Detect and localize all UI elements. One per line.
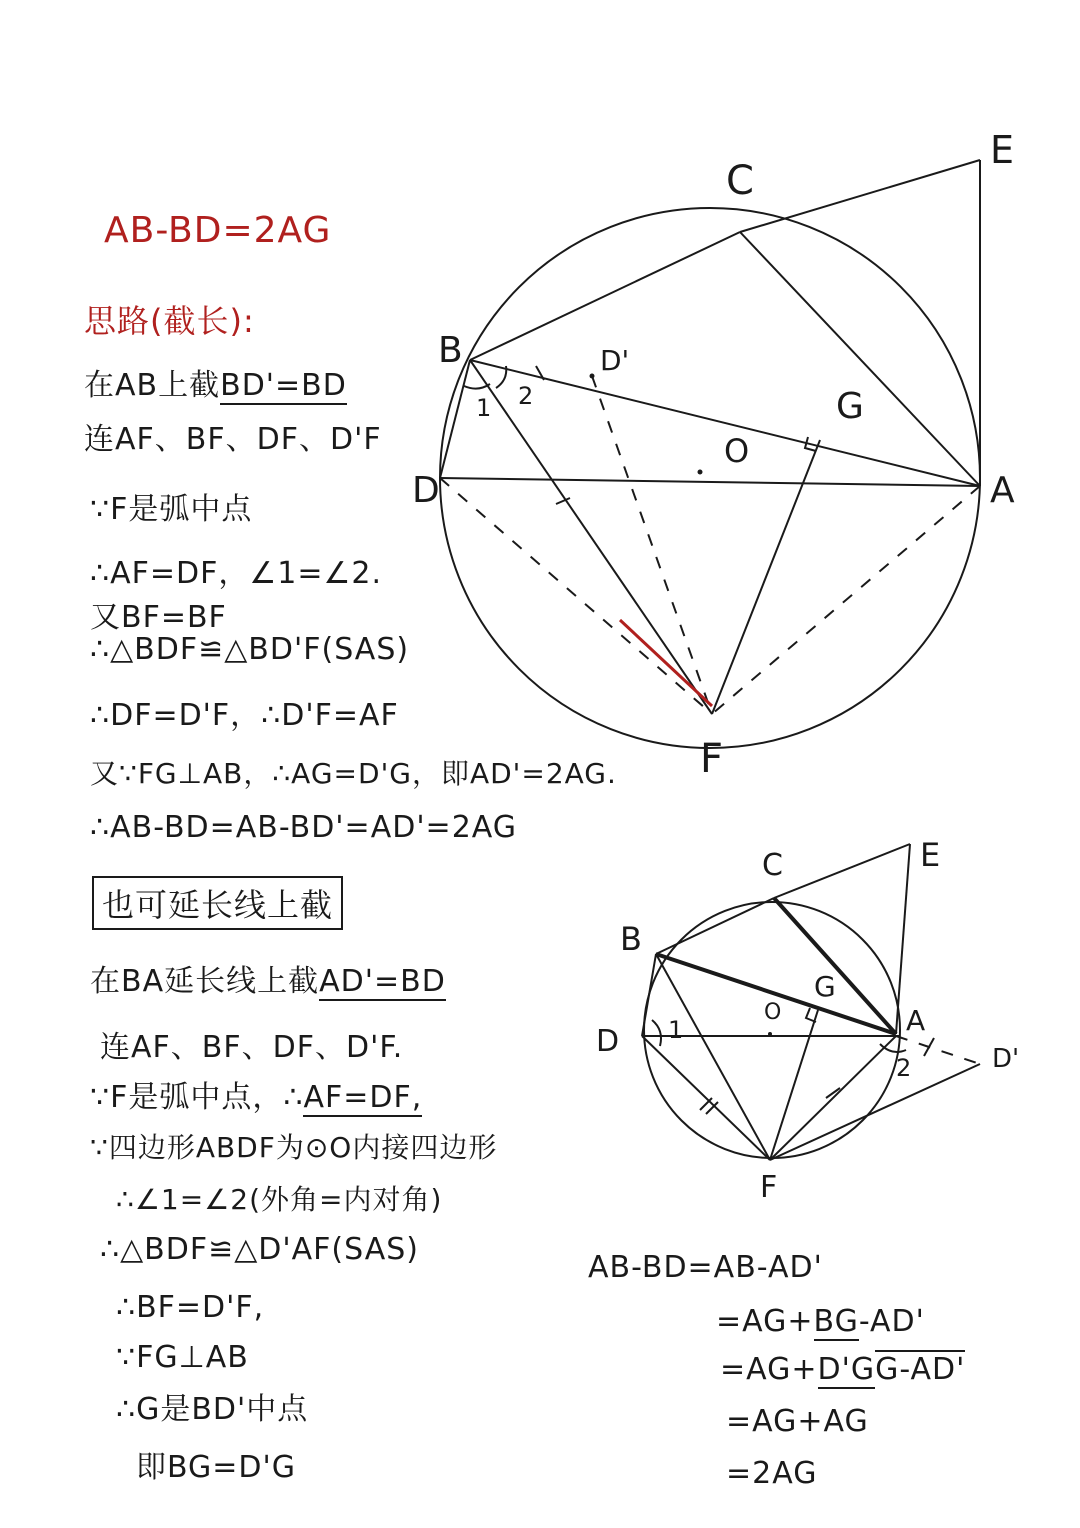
method1-line: ∴AF=DF，∠1=∠2. [90,556,382,591]
method1-line: 又∵FG⊥AB，∴AG=D'G，即AD'=2AG. [90,757,617,790]
fig2-segment-BC [656,898,774,954]
method2-heading: 也可延长线上截 [92,876,343,930]
method1-line: ∴DF=D'F，∴D'F=AF [90,698,399,733]
fig2-label-O: O [764,1000,782,1025]
method2-line: ∵四边形ABDF为⊙O内接四边形 [90,1131,498,1164]
fig2-label-E: E [920,836,941,874]
method2-line-text: 在BA延长线上截 [90,964,320,999]
fig2-label-F: F [760,1170,778,1205]
derivation-line-5: =2AG [726,1456,818,1491]
fig2-label-G: G [814,970,836,1003]
fig2-label-angle2: 2 [896,1054,912,1082]
method2-line [90,956,446,1000]
fig1-label-Dprime: D' [600,344,630,377]
method1-line: 连AF、BF、DF、D'F [84,422,382,457]
method1-line: ∴△BDF≌△BD'F(SAS) [90,632,410,667]
method2-line: 连AF、BF、DF、D'F. [100,1030,404,1065]
fig1-label-D: D [412,470,440,511]
method1-line: 又BF=BF [90,600,227,635]
fig1-label-E: E [990,128,1015,172]
fig1-label-angle1: 1 [476,394,492,422]
fig2-tick-mark-4 [924,1038,934,1056]
fig1-label-B: B [438,330,463,371]
method2-line: ∵FG⊥AB [116,1340,249,1375]
top-note: AB-BD=2AG [104,210,332,251]
fig2-segment-BD [642,954,656,1036]
fig2-segment-CE [774,844,910,898]
derivation-text: =AG+ [716,1304,814,1339]
derivation-line-1: AB-BD=AB-AD' [588,1250,823,1285]
derivation-text: =AG+ [720,1352,818,1387]
derivation-underlined: BG [813,1304,859,1339]
derivation-line-2 [716,1304,925,1339]
fig2-point-O [768,1032,772,1036]
method1-line: ∵F是弧中点 [90,492,253,527]
method2-line: 即BG=D'G [136,1450,297,1485]
method1-line-text: 在AB上截 [84,368,221,403]
fig2-segment-DF [642,1036,770,1160]
fig2-segment-DprimeF [770,1064,980,1160]
method2-line-underlined: AF=DF, [303,1080,423,1115]
method2-line: ∴G是BD'中点 [116,1392,309,1427]
derivation-line-4: =AG+AG [726,1404,869,1439]
method1-line [84,360,347,404]
derivation-text: -AD' [858,1304,925,1339]
method2-line: ∴△BDF≌△D'AF(SAS) [100,1232,420,1267]
derivation-line-3 [720,1352,965,1387]
fig2-angle-arc-2 [880,1044,906,1052]
method1-heading: 思路(截长): [84,302,255,340]
method2-line-underlined: AD'=BD [319,964,446,999]
fig2-angle-arc [652,1020,661,1046]
method2-line [90,1072,422,1116]
fig2-label-Dprime: D' [992,1044,1020,1074]
fig1-label-angle2: 2 [518,382,534,410]
derivation-overlined: G-AD' [875,1352,966,1387]
fig1-label-C: C [726,158,754,204]
fig1-label-A: A [990,470,1015,511]
method2-line-text: ∵F是弧中点，∴ [90,1080,304,1115]
method1-line-underlined: BD'=BD [220,368,347,403]
fig2-label-D: D [596,1024,620,1059]
fig2-label-angle1: 1 [668,1016,684,1044]
fig2-label-B: B [620,920,642,958]
method2-line: ∴BF=D'F, [116,1290,265,1325]
derivation-underlined: D'G [817,1352,876,1387]
method1-line: ∴AB-BD=AB-BD'=AD'=2AG [90,810,518,845]
fig1-label-G: G [836,386,864,427]
fig2-label-A: A [906,1004,926,1037]
fig1-label-O: O [724,432,750,470]
fig2-label-C: C [762,848,783,883]
method2-line: ∴∠1=∠2(外角=内对角) [116,1183,443,1216]
fig1-label-F: F [700,736,724,782]
fig2-tick-mark [700,1098,712,1110]
